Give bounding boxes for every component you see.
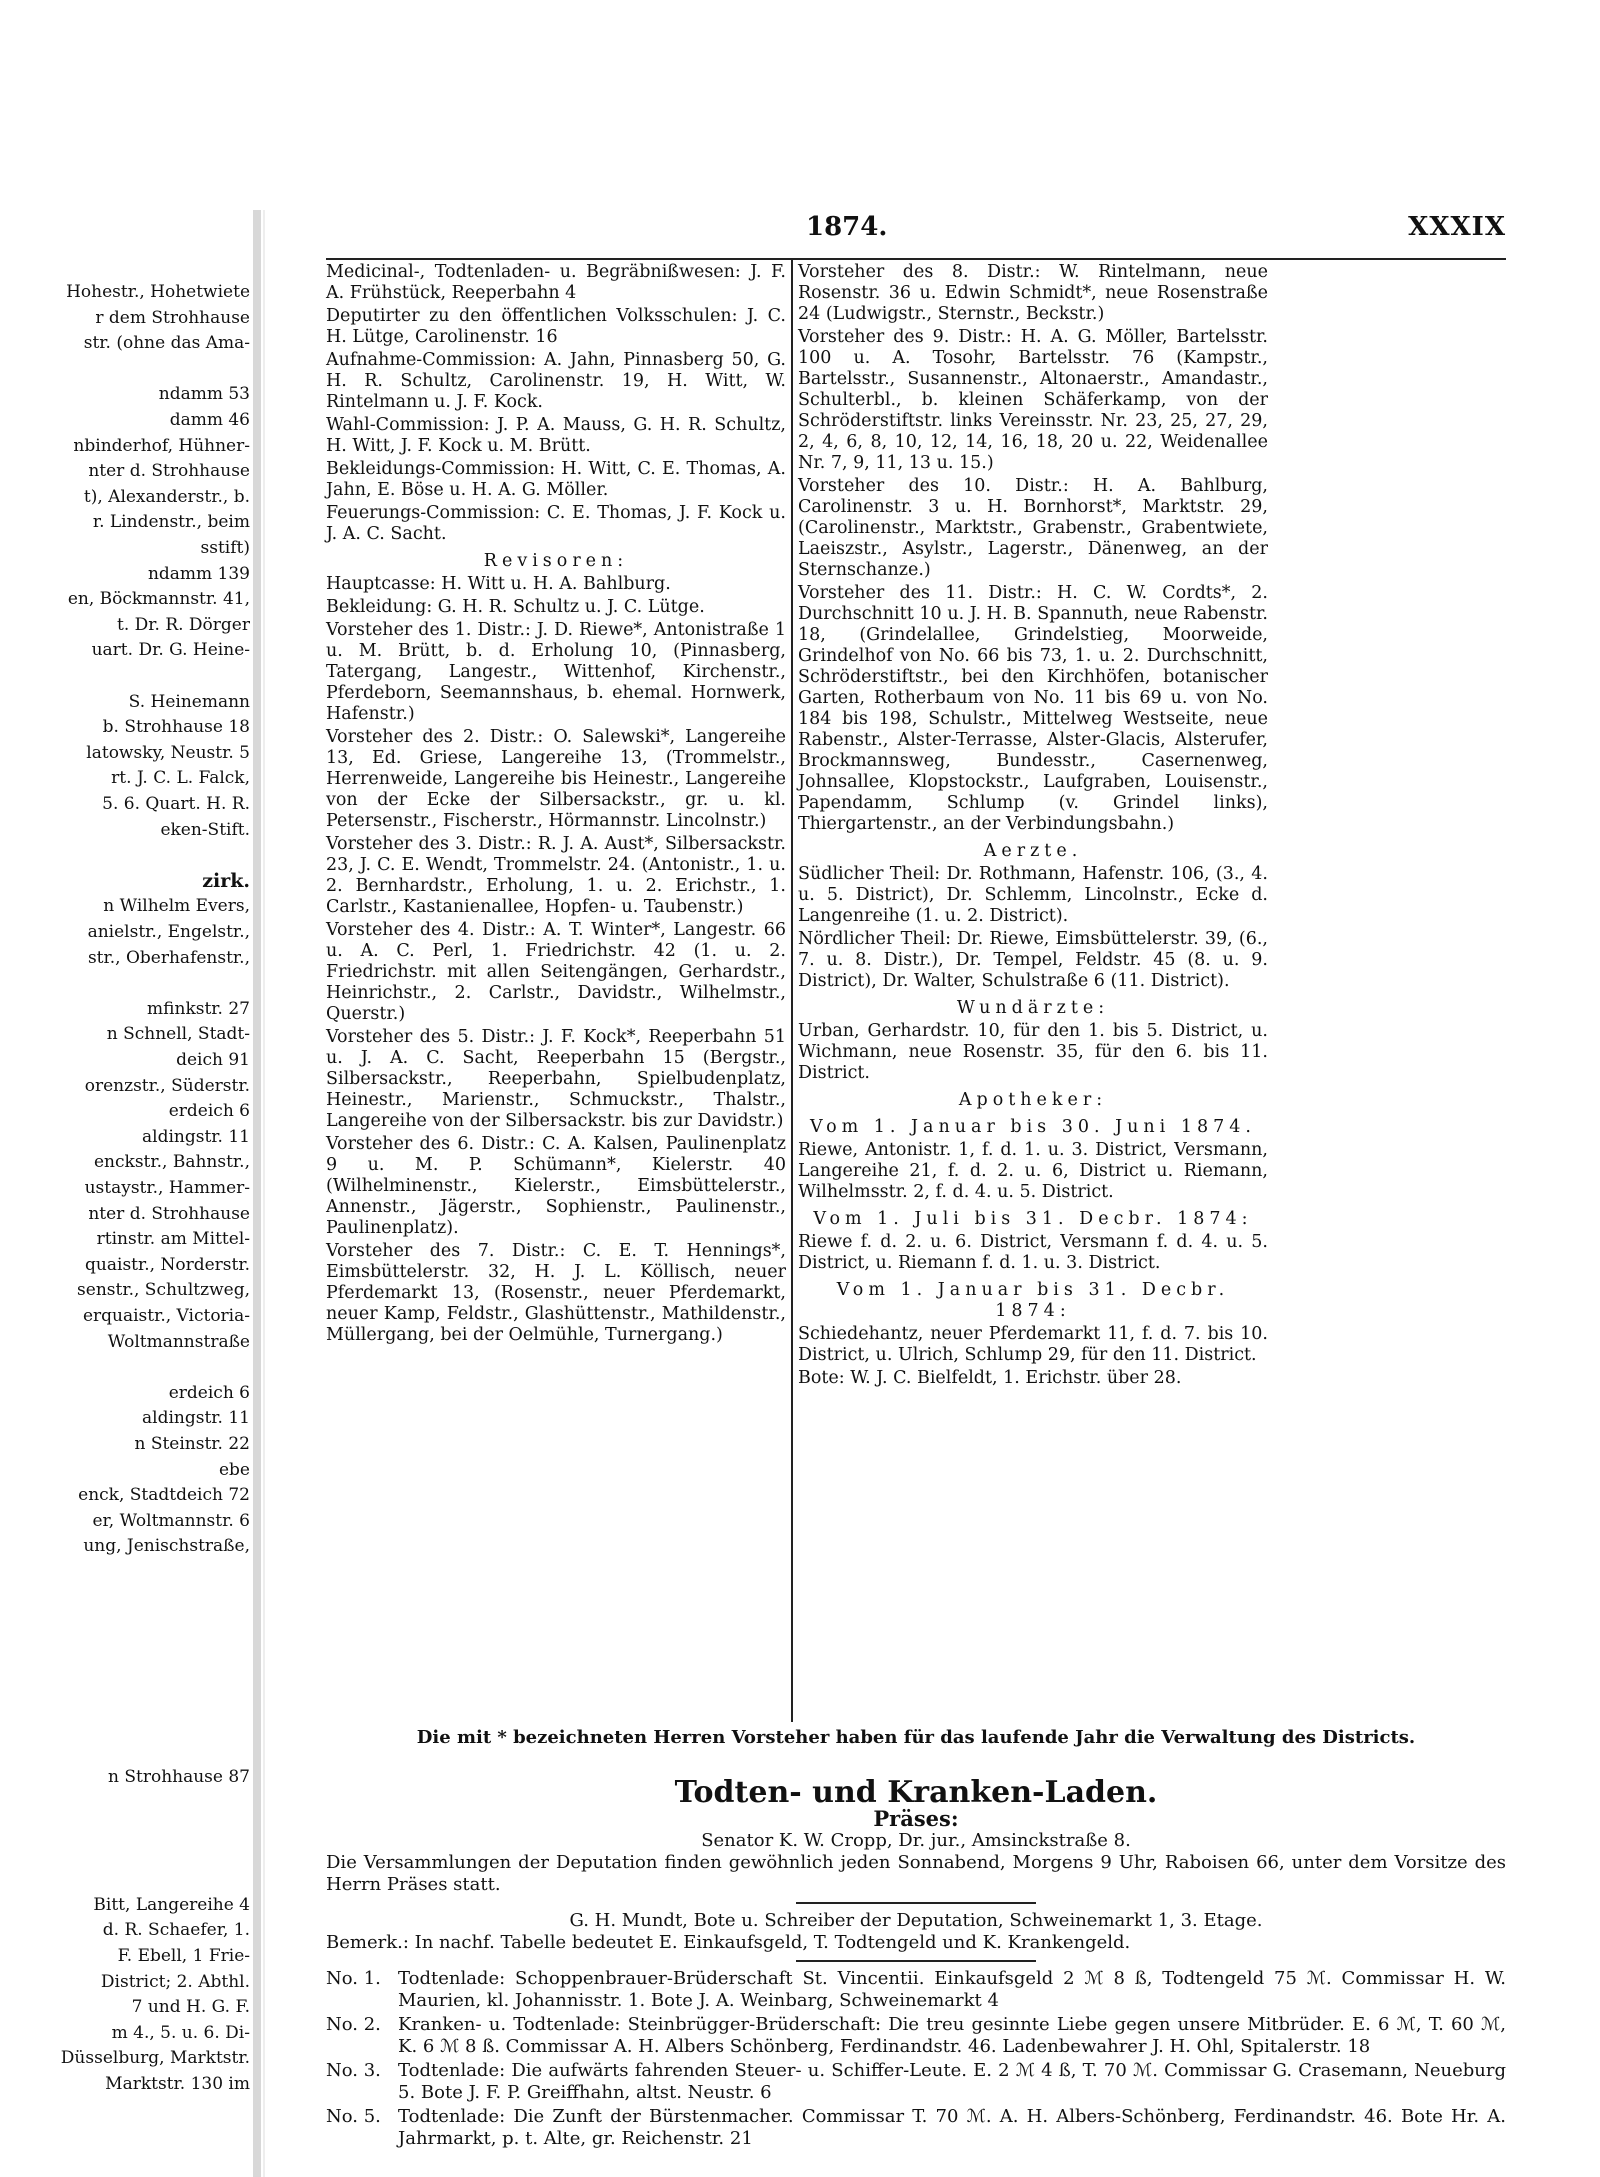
- column-entry: Wundärzte:: [956, 998, 1110, 1018]
- left-page-line: F. Ebell, 1 Frie-: [117, 1946, 250, 1966]
- left-page-line: S. Heinemann: [128, 691, 250, 712]
- praeses-label: Präses:: [873, 1806, 959, 1831]
- column-entry: Wahl-Commission: J. P. A. Mauss, G. H. R. Schultz, H. Witt, J. F. Kock u. M. Brütt.: [326, 415, 786, 456]
- entries-list: [326, 1968, 1506, 2150]
- left-page-line: erquaistr., Victoria-: [82, 1306, 250, 1326]
- section-rule: [796, 1902, 1036, 1904]
- column-entry: Vorsteher des 4. Distr.: A. T. Winter*, Langestr. 66 u. A. C. Perl, 1. Friedrichstr. 42 (1. u. 2. Friedrichstr. mit allen Seitengängen, Gerhardstr., Heinrichstr., 2. Carlstr., Davidstr., Wilhelmstr., Querstr.): [326, 920, 786, 1024]
- left-page-line: r dem Strohhause: [95, 307, 250, 328]
- left-page-line: str., Oberhafenstr.,: [87, 947, 250, 968]
- entry-text: Todtenlade: Die Zunft der Bürstenmacher. Commissar T. 70 ℳ. A. H. Albers-Schönberg, Ferdinandstr. 46. Bote Hr. A. Jahrmarkt, p. t. Alte, gr. Reichenstr. 21: [398, 2106, 1506, 2149]
- column-entry: Aufnahme-Commission: A. Jahn, Pinnasberg 50, G. H. R. Schultz, Carolinenstr. 19, H. Witt, W. Rintelmann u. J. F. Kock.: [326, 350, 786, 412]
- left-page-line: rtinstr. am Mittel-: [96, 1229, 250, 1250]
- left-page-line: sstift): [200, 538, 250, 558]
- left-page-line: t. Dr. R. Dörger: [116, 614, 250, 635]
- left-page-line: b. Strohhause 18: [102, 717, 250, 738]
- entry-text: Todtenlade: Die aufwärts fahrenden Steuer- u. Schiffer-Leute. E. 2 ℳ 4 ß, T. 70 ℳ. Commissar G. Crasemann, Neueburg 5. Bote J. F. P. Greiffhahn, altst. Neustr. 6: [398, 2060, 1506, 2103]
- left-page-line: uart. Dr. G. Heine-: [91, 640, 250, 661]
- left-page-line: deich 91: [176, 1050, 250, 1070]
- left-page-line: Marktstr. 130 im: [105, 2074, 250, 2094]
- left-page-line: ndamm 53: [158, 384, 250, 405]
- left-page-line: anielstr., Engelstr.,: [87, 922, 250, 942]
- column-entry: Revisoren:: [483, 551, 629, 571]
- left-page-line: nter d. Strohhause: [88, 461, 250, 482]
- left-page-line: quaistr., Norderstr.: [85, 1254, 250, 1275]
- praeses-name: Senator K. W. Cropp, Dr. jur., Amsinckstraße 8.: [701, 1830, 1131, 1851]
- entry-number: No. 2.: [326, 2014, 381, 2035]
- column-entry: Vorsteher des 3. Distr.: R. J. A. Aust*, Silbersackstr. 23, J. C. E. Wendt, Trommelstr. 24. (Antonistr., 1. u. 2. Bernhardstr., Erholung, 1. u. 2. Erichstr., 1. Carlstr., Kastanienallee, Hopfen- u. Taubenstr.): [326, 834, 786, 917]
- right-column: [798, 262, 1268, 1391]
- left-page-line: er, Woltmannstr. 6: [92, 1510, 250, 1531]
- left-page-line: orenzstr., Süderstr.: [84, 1075, 250, 1096]
- left-page-fragment: [0, 210, 250, 2177]
- left-page-line: n Schnell, Stadt-: [106, 1024, 250, 1045]
- left-page-line: ustaystr., Hammer-: [84, 1178, 250, 1198]
- column-entry: Apotheker:: [958, 1090, 1108, 1110]
- left-page-line: Bitt, Langereihe 4: [93, 1894, 250, 1915]
- column-entry: Vorsteher des 7. Distr.: C. E. T. Hennings*, Eimsbüttelerstr. 32, H. J. L. Köllisch, neuer Pferdemarkt 13, (Rosenstr., neuer Pferdemarkt, neuer Kamp, Feldstr., Glashüttenstr., Mathildenstr., Müllergang, bei der Oelmühle, Turnergang.): [326, 1241, 786, 1345]
- column-entry: Nördlicher Theil: Dr. Riewe, Eimsbüttelerstr. 39, (6., 7. u. 8. Distr.), Dr. Tempel, Feldstr. 45 (8. u. 9. District), Dr. Walter, Schulstraße 6 (11. District).: [798, 929, 1268, 991]
- column-entry: Vorsteher des 2. Distr.: O. Salewski*, Langereihe 13, Ed. Griese, Langereihe 13, (Trommelstr., Herrenweide, Langereihe bis Heinestr., Langereihe von der Ecke der Silbersackstr., gr. u. kl. Petersenstr., Fischerstr., Hörmannstr. Lincolnstr.): [326, 727, 786, 831]
- left-page-line: Woltmannstraße: [107, 1331, 250, 1352]
- laden-entry: [326, 2014, 1506, 2058]
- column-entry: Aerzte.: [983, 841, 1083, 861]
- laden-entry: [326, 2060, 1506, 2104]
- left-page-line: t), Alexanderstr., b.: [83, 486, 250, 507]
- column-entry: Südlicher Theil: Dr. Rothmann, Hafenstr. 106, (3., 4. u. 5. District), Dr. Schlemm, Lincolnstr., Ecke d. Langenreihe (1. u. 2. District).: [798, 864, 1268, 926]
- left-page-line: d. R. Schaefer, 1.: [102, 1920, 250, 1941]
- column-divider: [791, 260, 793, 1722]
- column-entry: Urban, Gerhardstr. 10, für den 1. bis 5. District, u. Wichmann, neue Rosenstr. 35, für den 6. bis 11. District.: [798, 1021, 1268, 1083]
- page-gutter-shadow: [263, 210, 265, 2177]
- left-page-line: mfinkstr. 27: [147, 998, 250, 1019]
- left-page-line: 5. 6. Quart. H. R.: [102, 794, 250, 814]
- column-entry: Vorsteher des 9. Distr.: H. A. G. Möller, Bartelsstr. 100 u. A. Tosohr, Bartelsstr. 76 (Kampstr., Bartelsstr., Susannenstr., Altonaerstr., Amandastr., Schulterbl., b. kleinen Schäferkamp, von der Schröderstiftstr. links Vereinsstr. Nr. 23, 25, 27, 29, 2, 4, 6, 8, 10, 12, 14, 16, 18, 20 u. 22, Weidenallee Nr. 7, 9, 11, 13 u. 15.): [798, 327, 1268, 473]
- footnote: Die mit * bezeichneten Herren Vorsteher haben für das laufende Jahr die Verwaltung des Districts.: [416, 1727, 1416, 1748]
- column-entry: Vorsteher des 5. Distr.: J. F. Kock*, Reeperbahn 51 u. J. A. C. Sacht, Reeperbahn 15 (Bergstr., Silbersackstr., Reeperbahn, Spielbudenplatz, Heinestr., Marienstr., Schmuckstr., Thalstr., Langereihe von der Silbersackstr. bis zur Davidstr.): [326, 1027, 786, 1131]
- column-entry: Riewe, Antonistr. 1, f. d. 1. u. 3. District, Versmann, Langereihe 21, f. d. 2. u. 6, District u. Riemann, Wilhelmsstr. 2, f. d. 4. u. 5. District.: [798, 1140, 1268, 1202]
- entry-number: No. 3.: [326, 2060, 381, 2081]
- left-page-line: en, Böckmannstr. 41,: [67, 589, 250, 610]
- left-page-line: n Strohhause 87: [108, 1766, 250, 1787]
- section-title: Todten- und Kranken-Laden.: [674, 1775, 1158, 1810]
- page-year: 1874.: [806, 212, 888, 242]
- column-entry: Vorsteher des 11. Distr.: H. C. W. Cordts*, 2. Durchschnitt 10 u. J. H. B. Spannuth, neue Rabenstr. 18, (Grindelallee, Grindelstieg, Moorweide, Grindelhof von No. 66 bis 73, 1. u. 2. Durchschnitt, Schröderstiftstr., bei den Kirchhöfen, botanischer Garten, Rotherbaum von No. 11 bis 69 u. von No. 184 bis 198, Schulstr., Mittelweg Westseite, neue Rabenstr., Alster-Terrasse, Alster-Glacis, Alsterufer, Brockmannsweg, Bundesstr., Casernenweg, Johnsallee, Klopstockstr., Laufgraben, Louisenstr., Papendamm, Schlump (v. Grindel links), Thiergartenstr., an der Verbindungsbahn.): [798, 583, 1268, 834]
- column-entry: Vorsteher des 10. Distr.: H. A. Bahlburg, Carolinenstr. 3 u. H. Bornhorst*, Marktstr. 29, (Carolinenstr., Marktstr., Grabenstr., Grabentwiete, Laeiszstr., Asylstr., Lagerstr., Dänenweg, an der Sternschanze.): [798, 476, 1268, 580]
- laden-entry: [326, 1968, 1506, 2012]
- entry-number: No. 5.: [326, 2106, 381, 2127]
- left-page-line: nter d. Strohhause: [88, 1203, 250, 1224]
- column-entry: Vorsteher des 1. Distr.: J. D. Riewe*, Antonistraße 1 u. M. Brütt, b. d. Erholung 10, (Pinnasberg, Tatergang, Langestr., Wittenhof, Kirchenstr., Pferdeborn, Seemannshaus, b. ehemal. Hornwerk, Hafenstr.): [326, 620, 786, 724]
- column-entry: Riewe f. d. 2. u. 6. District, Versmann f. d. 4. u. 5. District, u. Riemann f. d. 1. u. 3. District.: [798, 1232, 1268, 1273]
- left-page-line: latowsky, Neustr. 5: [86, 742, 250, 763]
- left-page-line: rt. J. C. L. Falck,: [111, 768, 250, 789]
- entry-text: Kranken- u. Todtenlade: Steinbrügger-Brüderschaft: Die treu gesinnte Liebe gegen unsere Mitbrüder. E. 6 ℳ, T. 60 ℳ, K. 6 ℳ 8 ß. Commissar A. H. Albers Schönberg, Ferdinandstr. 46. Ladenbewahrer J. H. Ohl, Spitalerstr. 18: [398, 2014, 1506, 2057]
- left-page-line: zirk.: [202, 869, 250, 892]
- left-page-line: enck, Stadtdeich 72: [78, 1485, 250, 1506]
- left-page-line: damm 46: [169, 410, 250, 430]
- left-column: [326, 262, 786, 1348]
- left-page-line: ndamm 139: [147, 563, 250, 584]
- column-entry: Medicinal-, Todtenladen- u. Begräbnißwesen: J. F. A. Frühstück, Reeperbahn 4: [326, 262, 786, 303]
- left-page-line: aldingstr. 11: [142, 1126, 250, 1147]
- column-entry: Schiedehantz, neuer Pferdemarkt 11, f. d. 7. bis 10. District, u. Ulrich, Schlump 29, für den 11. District.: [798, 1324, 1268, 1365]
- left-page-line: n Wilhelm Evers,: [103, 896, 250, 917]
- page-number: XXXIX: [1408, 212, 1506, 242]
- column-entry: Vom 1. Juli bis 31. Decbr. 1874:: [813, 1209, 1253, 1229]
- column-entry: Vom 1. Januar bis 30. Juni 1874.: [810, 1117, 1256, 1137]
- left-page-line: senstr., Schultzweg,: [77, 1280, 250, 1301]
- left-page-line: r. Lindenstr., beim: [92, 512, 250, 533]
- left-page-line: m 4., 5. u. 6. Di-: [111, 2022, 250, 2043]
- entry-text: Todtenlade: Schoppenbrauer-Brüderschaft St. Vincentii. Einkaufsgeld 2 ℳ 8 ß, Todtengeld 75 ℳ. Commissar H. W. Maurien, kl. Johannisstr. 1. Bote J. A. Weinbarg, Schweinemarkt 4: [398, 1968, 1506, 2011]
- left-page-line: erdeich 6: [168, 1382, 250, 1403]
- left-page-line: n Steinstr. 22: [134, 1434, 250, 1454]
- column-entry: Vorsteher des 6. Distr.: C. A. Kalsen, Paulinenplatz 9 u. M. P. Schümann*, Kielerstr. 40 (Wilhelminenstr., Kielerstr., Eimsbüttelerstr., Annenstr., Jägerstr., Sophienstr., Paulinenstr., Paulinenplatz).: [326, 1134, 786, 1238]
- column-entry: Vom 1. Januar bis 31. Decbr. 1874:: [836, 1280, 1230, 1321]
- left-page-line: Düsselburg, Marktstr.: [60, 2048, 250, 2069]
- column-entry: Hauptcasse: H. Witt u. H. A. Bahlburg.: [326, 574, 671, 594]
- column-entry: Deputirter zu den öffentlichen Volksschulen: J. C. H. Lütge, Carolinenstr. 16: [326, 306, 786, 347]
- left-page-line: aldingstr. 11: [142, 1408, 250, 1429]
- todtenladen-section: [326, 1775, 1506, 2150]
- bemerk-line: Bemerk.: In nachf. Tabelle bedeutet E. Einkaufsgeld, T. Todtengeld und K. Krankengeld.: [326, 1932, 1131, 1953]
- column-entry: Bekleidungs-Commission: H. Witt, C. E. Thomas, A. Jahn, E. Böse u. H. A. G. Möller.: [326, 459, 786, 500]
- left-page-line: ung, Jenischstraße,: [83, 1536, 250, 1557]
- meeting-note: Die Versammlungen der Deputation finden gewöhnlich jeden Sonnabend, Morgens 9 Uhr, Raboisen 66, unter dem Vorsitze des Herrn Präses statt.: [326, 1852, 1506, 1895]
- page-gutter: [253, 210, 261, 2177]
- left-page-line: Hohestr., Hohetwiete: [66, 282, 250, 302]
- left-page-line: 7 und H. G. F.: [131, 1997, 250, 2018]
- bote-line: G. H. Mundt, Bote u. Schreiber der Deputation, Schweinemarkt 1, 3. Etage.: [569, 1910, 1263, 1931]
- column-entry: Feuerungs-Commission: C. E. Thomas, J. F. Kock u. J. A. C. Sacht.: [326, 503, 786, 544]
- header-rule: [326, 258, 1506, 260]
- column-entry: Vorsteher des 8. Distr.: W. Rintelmann, neue Rosenstr. 36 u. Edwin Schmidt*, neue Rosenstraße 24 (Ludwigstr., Sternstr., Beckstr.): [798, 262, 1268, 324]
- entry-number: No. 1.: [326, 1968, 381, 1989]
- left-page-line: ebe: [218, 1459, 250, 1480]
- laden-entry: [326, 2106, 1506, 2150]
- section-rule-2: [796, 1960, 1036, 1962]
- left-page-line: erdeich 6: [168, 1101, 250, 1122]
- left-page-line: eken-Stift.: [160, 819, 250, 840]
- left-page-line: str. (ohne das Ama-: [83, 333, 250, 354]
- left-page-line: enckstr., Bahnstr.,: [93, 1152, 250, 1173]
- left-page-line: District; 2. Abthl.: [100, 1971, 250, 1992]
- right-page: [268, 200, 1600, 2177]
- column-entry: Bekleidung: G. H. R. Schultz u. J. C. Lütge.: [326, 597, 705, 617]
- left-page-line: nbinderhof, Hühner-: [73, 435, 250, 456]
- column-entry: Bote: W. J. C. Bielfeldt, 1. Erichstr. über 28.: [798, 1368, 1182, 1388]
